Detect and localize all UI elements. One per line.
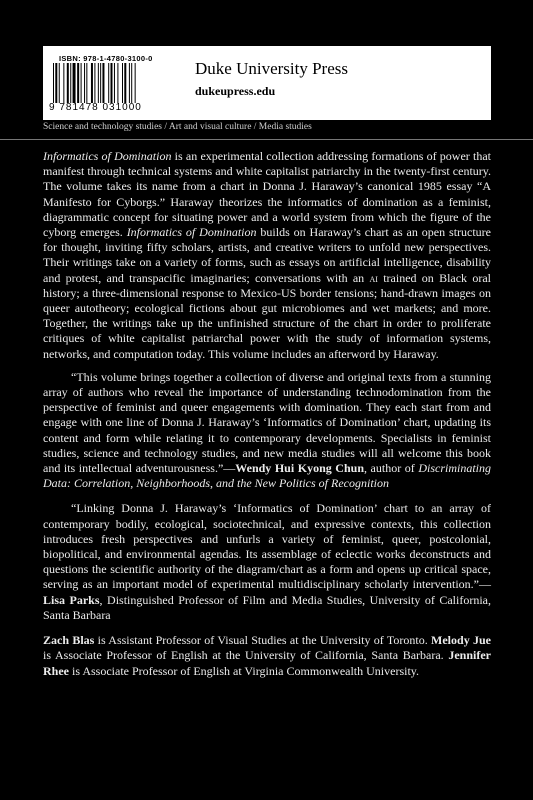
barcode-panel — [43, 46, 491, 120]
editor-bio: is Assistant Professor of Visual Studies at the University of Toronto. — [94, 633, 432, 648]
ai-small-caps: ai — [369, 270, 378, 285]
quote-text: “Linking Donna J. Haraway’s ‘Informatics of Domination’ chart to an array of contemporary bodily, ecological, sociotechnical, and expressive contexts, this collection introduces fresh perspectives and unfurls a variety of feminist, queer, postcolonial, biopolitical, and environmental agendas. Its assemblage of eclectic works deconstructs and questions the scientific authority of the diagram/chart as a form and opens up critical space, serving as an important model of experimental multidisciplinary scholarly intervention.”— — [43, 501, 491, 592]
description-text: is an experimental collection addressing formations of power that manifest through technical systems and white capitalist patriarchy in the twenty-first century. The volume takes its name from a chart in Donna J. Haraway’s canonical 1985 essay “A Manifesto for Cyborgs.” Haraway theorizes the informatics of domination as a feminist, diagrammatic concept for situating power and a world system from which the figure of the cyborg emerges. — [43, 149, 492, 240]
endorsement-quote — [43, 370, 491, 492]
publisher-name: Duke University Press — [195, 59, 348, 78]
description-text: builds on Haraway’s chart as an open structure for thought, inviting fifty scholars, artists, and creative writers to unfold new perspectives. Their writings take on a variety of forms, such as essays on artificial intelligence, disability and protest, and transpacific imaginaries; conversations with an — [43, 225, 492, 285]
editor-bios — [43, 633, 491, 679]
endorser-affiliation: , Distinguished Professor of Film and Media Studies, University of California, Santa Barbara — [43, 592, 491, 622]
barcode-digits: 9 781478 031000 — [49, 102, 142, 113]
book-title: Informatics of Domination — [43, 149, 172, 163]
editor-bio: is Associate Professor of English at Virginia Commonwealth University. — [69, 663, 420, 678]
editor-name: Melody Jue — [431, 633, 492, 648]
quote-text: “This volume brings together a collection of diverse and original texts from a stunning array of authors who reveal the importance of understanding technodomination from the perspective of feminist and queer engagements with domination. They each start from and engage with one line of Donna J. Haraway’s ‘Informatics of Domination’ chart, updating its content and form while relating it to contemporary developments. Specialists in feminist studies, science and technology studies, and new media studies will all welcome this book and its intellectual adventurousness.”— — [43, 369, 491, 476]
book-title: Informatics of Domination — [126, 225, 257, 240]
endorser-name: Wendy Hui Kyong Chun — [235, 461, 364, 476]
back-cover-text — [43, 149, 491, 679]
endorser-name: Lisa Parks — [43, 592, 100, 607]
isbn-barcode — [47, 50, 178, 116]
endorser-suffix: , author of — [364, 461, 419, 476]
isbn-label: ISBN: 978-1-4780-3100-0 — [59, 54, 153, 63]
endorser-book: Discriminating Data: Correlation, Neighborhoods, and the New Politics of Recognition — [43, 461, 491, 491]
divider — [0, 139, 533, 140]
description-text: trained on Black oral history; a three-dimensional response to Mexico-US border tensions; hand-drawn images on queer autotheory; ecological fictions about gut microbiomes and wet markets; and more. Together, the writings take up the unfinished structure of the chart in order to proliferate critiques of white capitalist patriarchal power with the study of information systems, networks, and computation today. This volume includes an afterword by Haraway. — [43, 270, 491, 361]
book-description — [43, 149, 491, 362]
barcode-bars — [51, 63, 174, 103]
subject-categories: Science and technology studies / Art and visual culture / Media studies — [43, 122, 312, 132]
publisher-url: dukeupress.edu — [195, 84, 276, 98]
endorsement-quote — [43, 501, 491, 623]
editor-bio: is Associate Professor of English at the University of California, Santa Barbara. — [43, 648, 449, 663]
editor-name: Zach Blas — [43, 633, 95, 648]
editor-name: Jennifer Rhee — [43, 648, 491, 678]
